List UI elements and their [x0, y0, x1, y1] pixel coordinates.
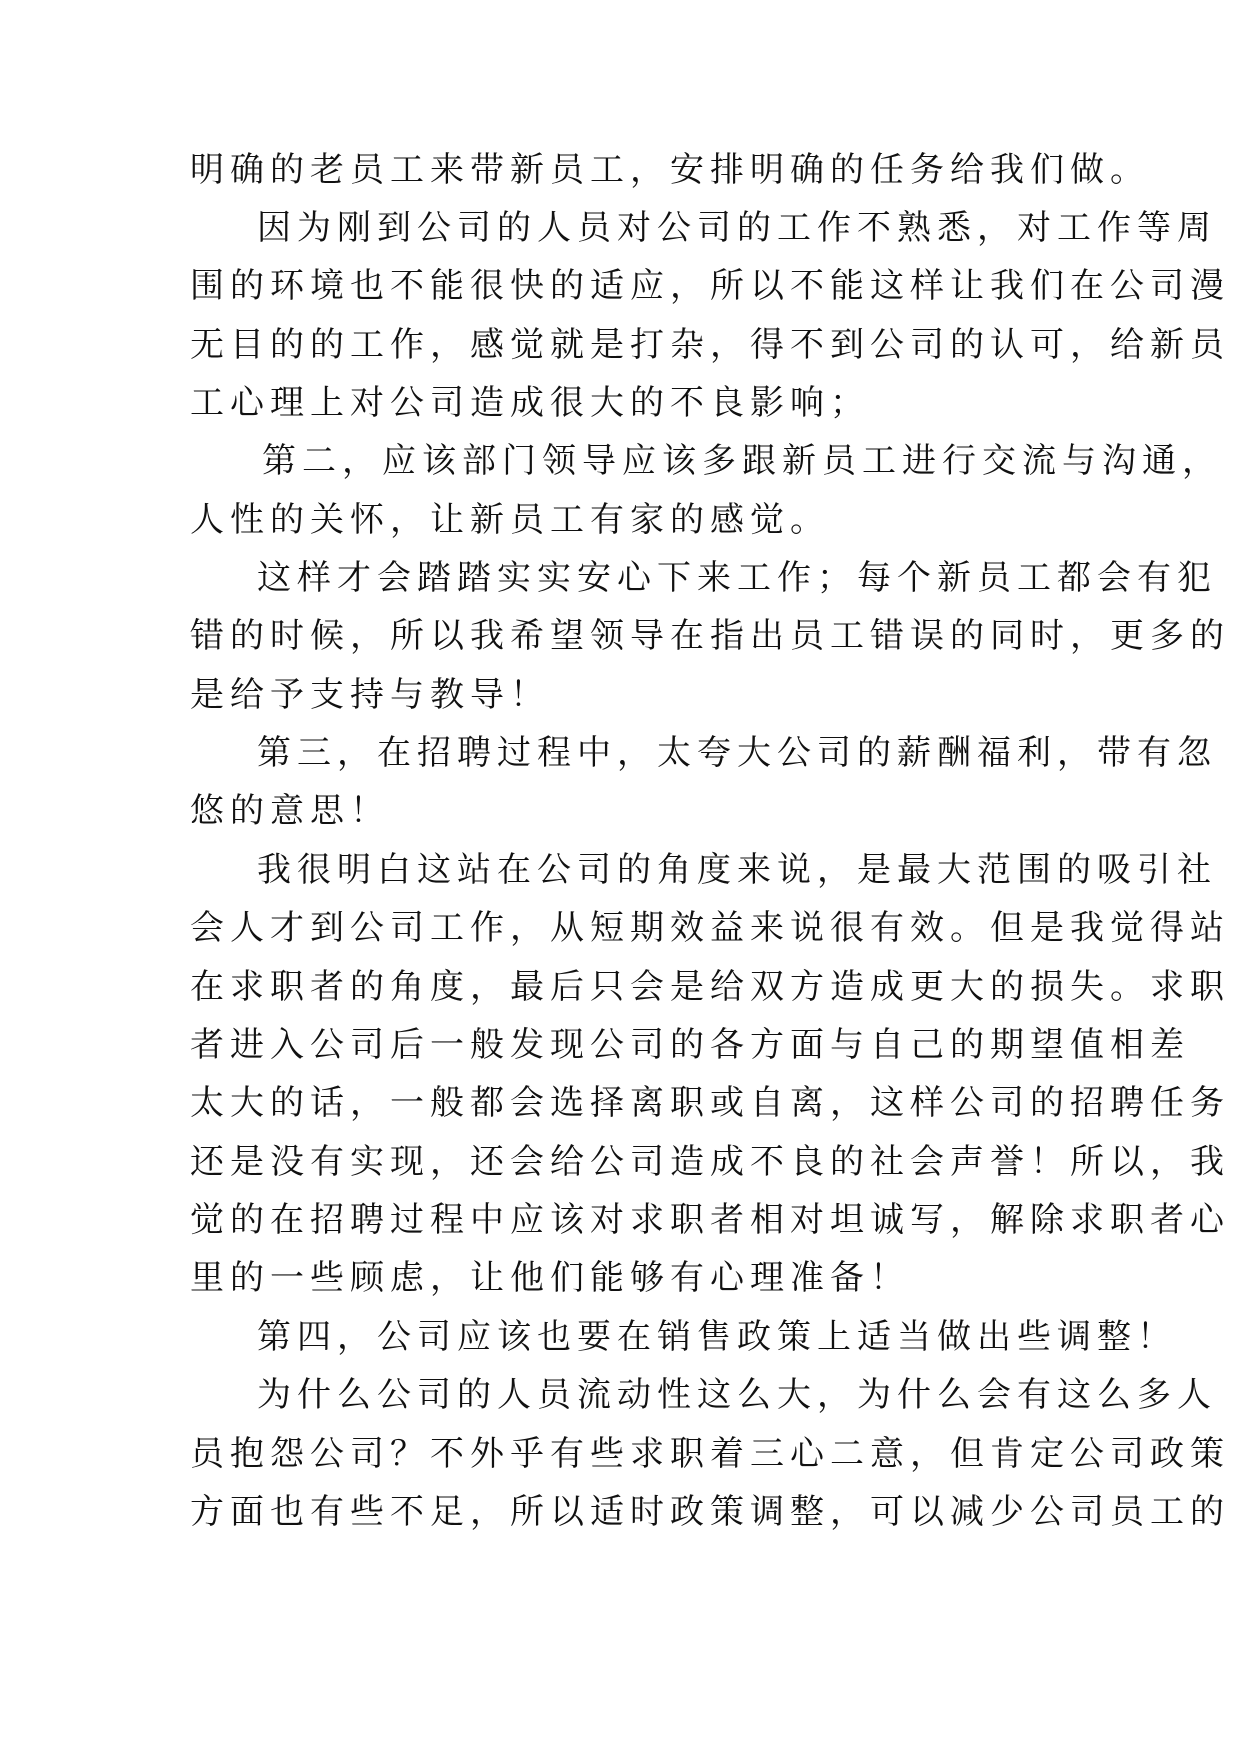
text-line: 在求职者的角度，最后只会是给双方造成更大的损失。求职	[190, 967, 1230, 1007]
text-line: 无目的的工作，感觉就是打杂，得不到公司的认可，给新员	[190, 325, 1230, 365]
text-line: 工心理上对公司造成很大的不良影响；	[190, 383, 870, 423]
text-line: 还是没有实现，还会给公司造成不良的社会声誉！所以，我	[190, 1142, 1230, 1182]
text-line: 是给予支持与教导！	[190, 675, 550, 715]
text-line: 为什么公司的人员流动性这么大，为什么会有这么多人	[257, 1375, 1217, 1415]
text-line: 者进入公司后一般发现公司的各方面与自己的期望值相差	[190, 1025, 1190, 1065]
text-line: 我很明白这站在公司的角度来说，是最大范围的吸引社	[257, 850, 1217, 890]
text-line: 第三，在招聘过程中，太夸大公司的薪酬福利，带有忽	[257, 733, 1217, 773]
text-line: 会人才到公司工作，从短期效益来说很有效。但是我觉得站	[190, 908, 1230, 948]
text-line: 人性的关怀，让新员工有家的感觉。	[190, 500, 830, 540]
text-line: 里的一些顾虑，让他们能够有心理准备！	[190, 1258, 910, 1298]
text-line: 员抱怨公司？不外乎有些求职着三心二意，但肯定公司政策	[190, 1434, 1230, 1474]
text-line: 明确的老员工来带新员工，安排明确的任务给我们做。	[190, 150, 1150, 190]
text-line: 第四，公司应该也要在销售政策上适当做出些调整！	[257, 1317, 1177, 1357]
text-line: 悠的意思！	[190, 791, 390, 831]
text-line: 方面也有些不足，所以适时政策调整，可以减少公司员工的	[190, 1492, 1230, 1532]
text-line: 觉的在招聘过程中应该对求职者相对坦诚写，解除求职者心	[190, 1200, 1230, 1240]
text-line: 因为刚到公司的人员对公司的工作不熟悉，对工作等周	[257, 208, 1217, 248]
text-line: 错的时候，所以我希望领导在指出员工错误的同时，更多的	[190, 616, 1230, 656]
text-line: 围的环境也不能很快的适应，所以不能这样让我们在公司漫	[190, 266, 1230, 306]
text-line: 太大的话，一般都会选择离职或自离，这样公司的招聘任务	[190, 1083, 1230, 1123]
text-line: 这样才会踏踏实实安心下来工作；每个新员工都会有犯	[257, 558, 1217, 598]
text-line: 第二，应该部门领导应该多跟新员工进行交流与沟通，	[262, 441, 1222, 481]
